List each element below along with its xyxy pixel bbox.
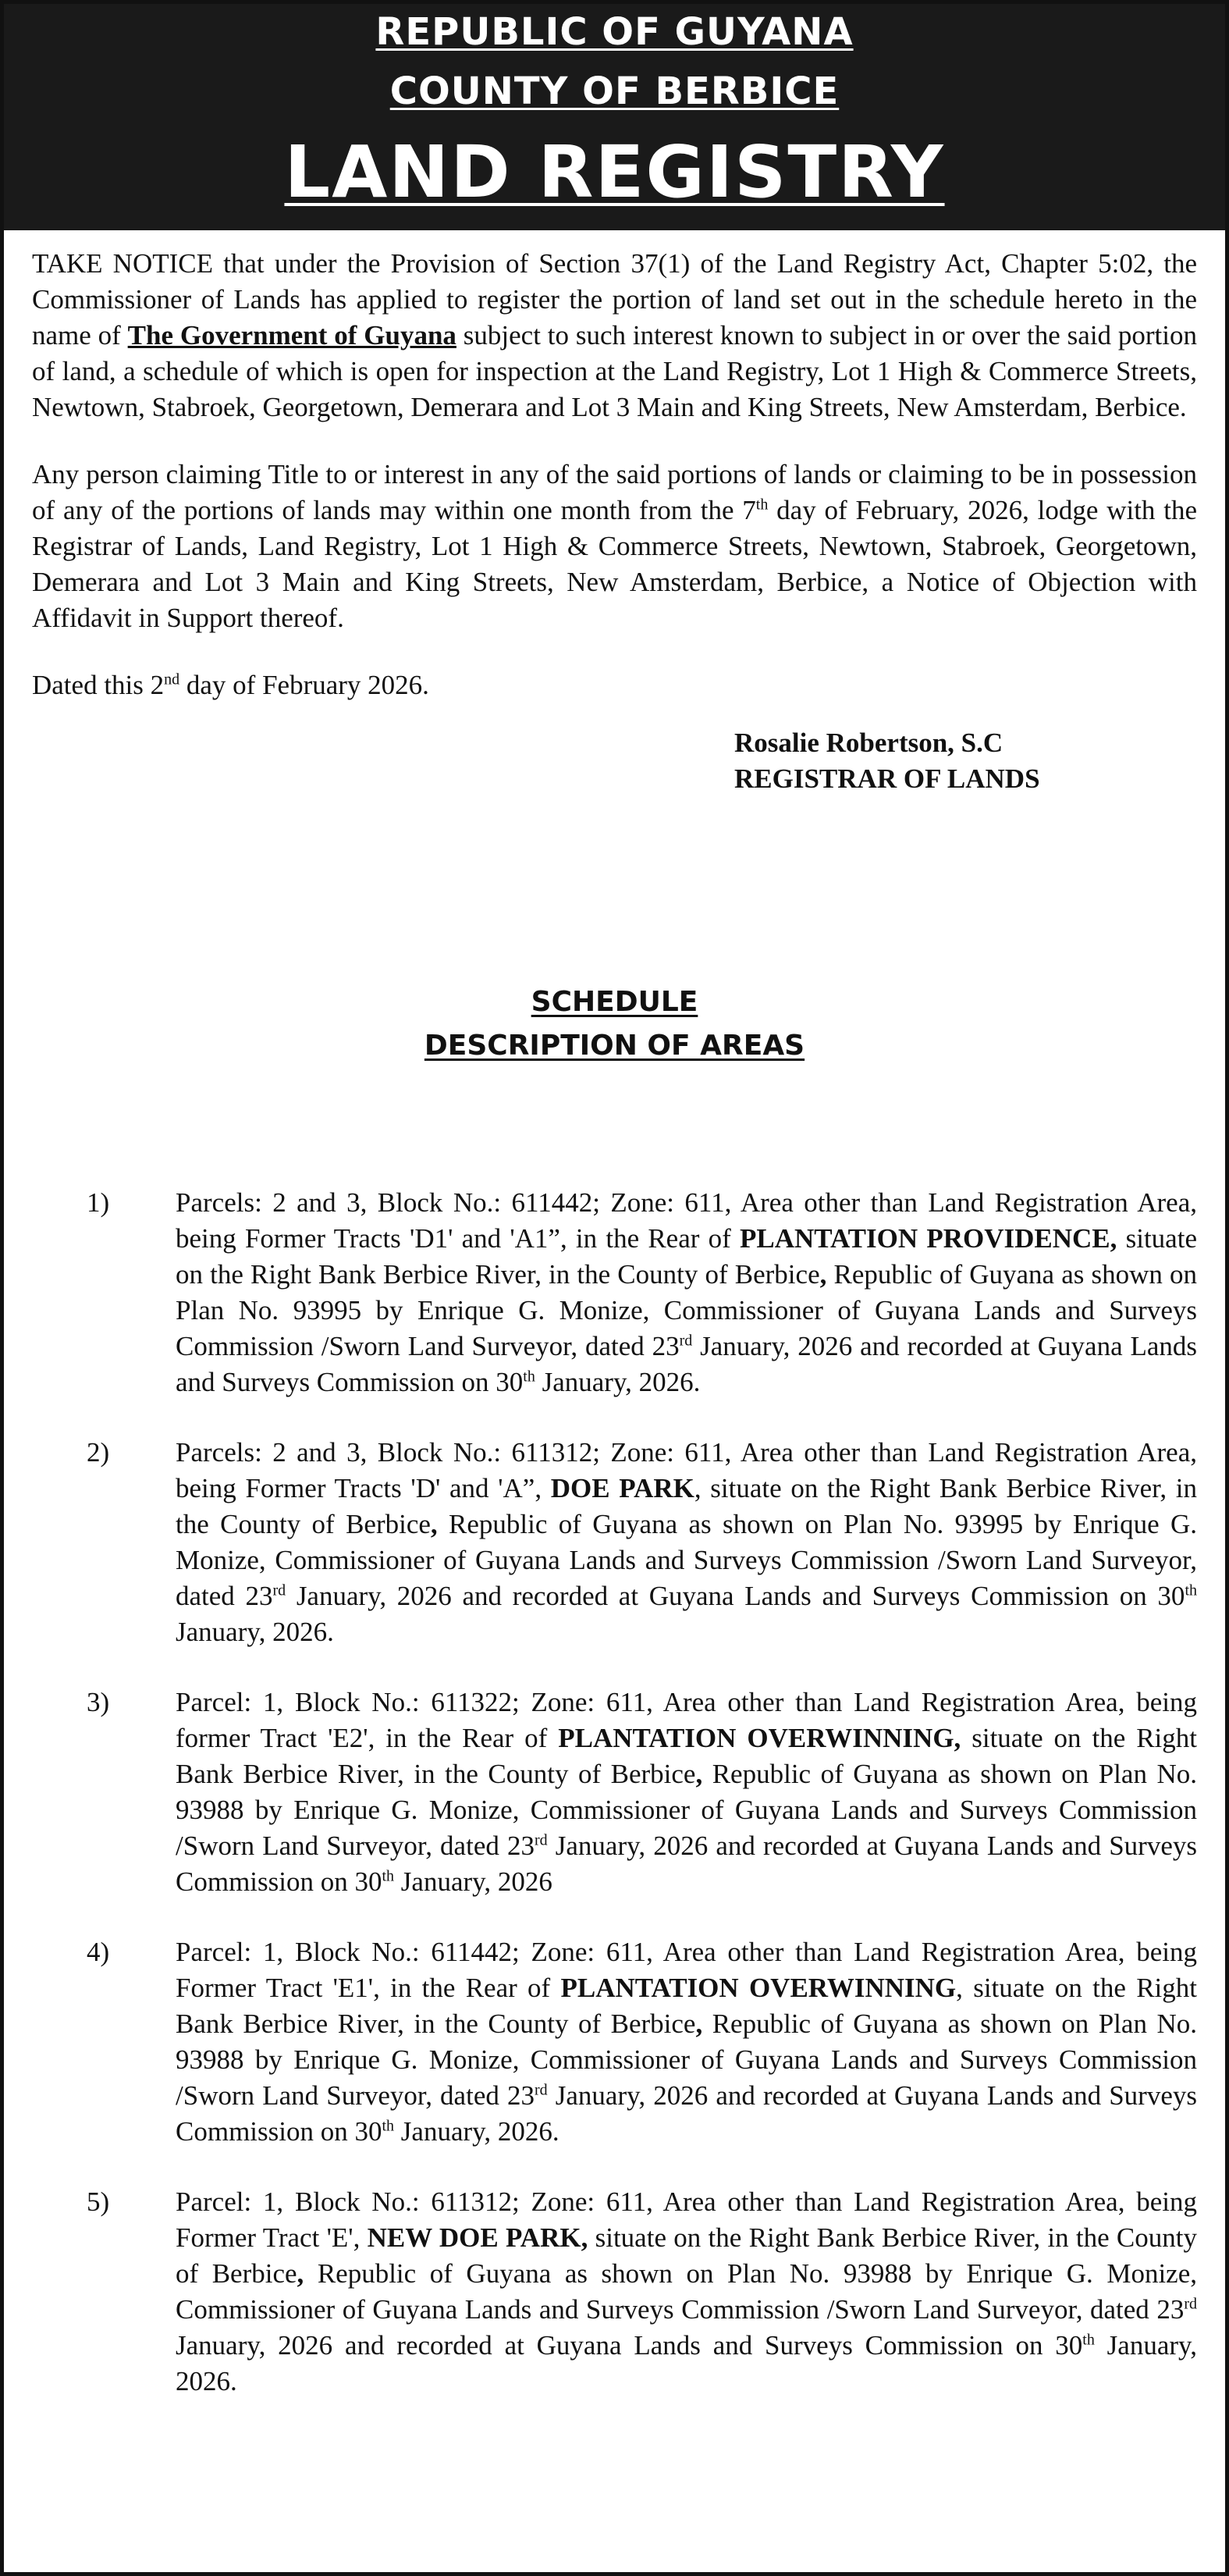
registrar-title: REGISTRAR OF LANDS [734, 763, 1040, 794]
applicant-name: The Government of Guyana [127, 320, 456, 350]
notice-paragraph-1: TAKE NOTICE that under the Provision of Section 37(1) of the Land Registry Act, Chapter 5:02, the Commissioner of Lands has applied to register the portion of land set out in the schedule hereto in the name of The Government of Guyana subject to such interest known to subject in or over the said portion of land, a schedule of which is open for inspection at the Land Registry, Lot 1 High & Commerce Streets, Newtown, Stabroek, Georgetown, Demerara and Lot 3 Main and King Streets, New Amsterdam, Berbice. [32, 248, 1197, 422]
registrar-name: Rosalie Robertson, S.C [734, 728, 1003, 758]
dated-line: Dated this 2nd day of February 2026. [32, 670, 429, 700]
schedule-heading [32, 980, 1197, 1068]
item-description: Parcels: 2 and 3, Block No.: 611312; Zone: 611, Area other than Land Registration Area, being Former Tracts 'D' and 'A”, DOE PARK, situate on the Right Bank Berbice River, in the County of Berbice, Republic of Guyana as shown on Plan No. 93995 by Enrique G. Monize, Commissioner of Guyana Lands and Surveys Commission /Sworn Land Surveyor, dated 23rd January, 2026 and recorded at Guyana Lands and Surveys Commission on 30th January, 2026. [176, 1437, 1198, 1647]
item-description: Parcel: 1, Block No.: 611442; Zone: 611, Area other than Land Registration Area, being Former Tract 'E1', in the Rear of PLANTATION OVERWINNING, situate on the Right Bank Berbice River, in the County of Berbice, Republic of Guyana as shown on Plan No. 93988 by Enrique G. Monize, Commissioner of Guyana Lands and Surveys Commission /Sworn Land Surveyor, dated 23rd January, 2026 and recorded at Guyana Lands and Surveys Commission on 30th January, 2026. [176, 1937, 1197, 2147]
schedule-item-3 [87, 1685, 1197, 1900]
schedule-item-4 [87, 1934, 1197, 2150]
item-number: 1) [87, 1187, 110, 1218]
item-number: 5) [87, 2186, 110, 2217]
signature-block [734, 725, 1197, 797]
item-description: Parcel: 1, Block No.: 611322; Zone: 611, Area other than Land Registration Area, being former Tract 'E2', in the Rear of PLANTATION OVERWINNING, situate on the Right Bank Berbice River, in the County of Berbice, Republic of Guyana as shown on Plan No. 93988 by Enrique G. Monize, Commissioner of Guyana Lands and Surveys Commission /Sworn Land Surveyor, dated 23rd January, 2026 and recorded at Guyana Lands and Surveys Commission on 30th January, 2026 [176, 1687, 1197, 1897]
schedule-item-1 [87, 1185, 1197, 1400]
item-number: 2) [87, 1437, 110, 1468]
notice-header [4, 4, 1225, 230]
item-number: 3) [87, 1687, 110, 1717]
county-heading: COUNTY OF BERBICE [389, 69, 840, 113]
notice-title: LAND REGISTRY [284, 130, 945, 214]
country-heading: REPUBLIC OF GUYANA [375, 10, 854, 54]
schedule-list [32, 1185, 1197, 2400]
notice-paragraph-2: Any person claiming Title to or interest in any of the said portions of lands or claiming to be in possession of any of the portions of lands may within one month from the 7th day of February, 2026, lodge with the Registrar of Lands, Land Registry, Lot 1 High & Commerce Streets, Newtown, Stabroek, Georgetown, Demerara and Lot 3 Main and King Streets, New Amsterdam, Berbice, a Notice of Objection with Affidavit in Support thereof. [32, 459, 1197, 633]
item-number: 4) [87, 1937, 110, 1967]
plantation-name: PLANTATION OVERWINNING, [558, 1723, 961, 1753]
schedule-item-2 [87, 1435, 1197, 1650]
notice-body [4, 230, 1225, 2400]
plantation-name: NEW DOE PARK, [367, 2222, 588, 2253]
plantation-name: DOE PARK [550, 1473, 694, 1503]
schedule-subtitle: DESCRIPTION OF AREAS [424, 1030, 805, 1062]
plantation-name: PLANTATION OVERWINNING [560, 1973, 957, 2003]
plantation-name: PLANTATION PROVIDENCE, [739, 1223, 1117, 1254]
schedule-item-5 [87, 2184, 1197, 2400]
item-description: Parcel: 1, Block No.: 611312; Zone: 611, Area other than Land Registration Area, being Former Tract 'E', NEW DOE PARK, situate on the Right Bank Berbice River, in the County of Berbice, Republic of Guyana as shown on Plan No. 93988 by Enrique G. Monize, Commissioner of Guyana Lands and Surveys Commission /Sworn Land Surveyor, dated 23rd January, 2026 and recorded at Guyana Lands and Surveys Commission on 30th January, 2026. [176, 2186, 1198, 2396]
schedule-title: SCHEDULE [531, 986, 698, 1018]
item-description: Parcels: 2 and 3, Block No.: 611442; Zone: 611, Area other than Land Registration Area, being Former Tracts 'D1' and 'A1”, in the Rear of PLANTATION PROVIDENCE, situate on the Right Bank Berbice River, in the County of Berbice, Republic of Guyana as shown on Plan No. 93995 by Enrique G. Monize, Commissioner of Guyana Lands and Surveys Commission /Sworn Land Surveyor, dated 23rd January, 2026 and recorded at Guyana Lands and Surveys Commission on 30th January, 2026. [176, 1187, 1197, 1397]
